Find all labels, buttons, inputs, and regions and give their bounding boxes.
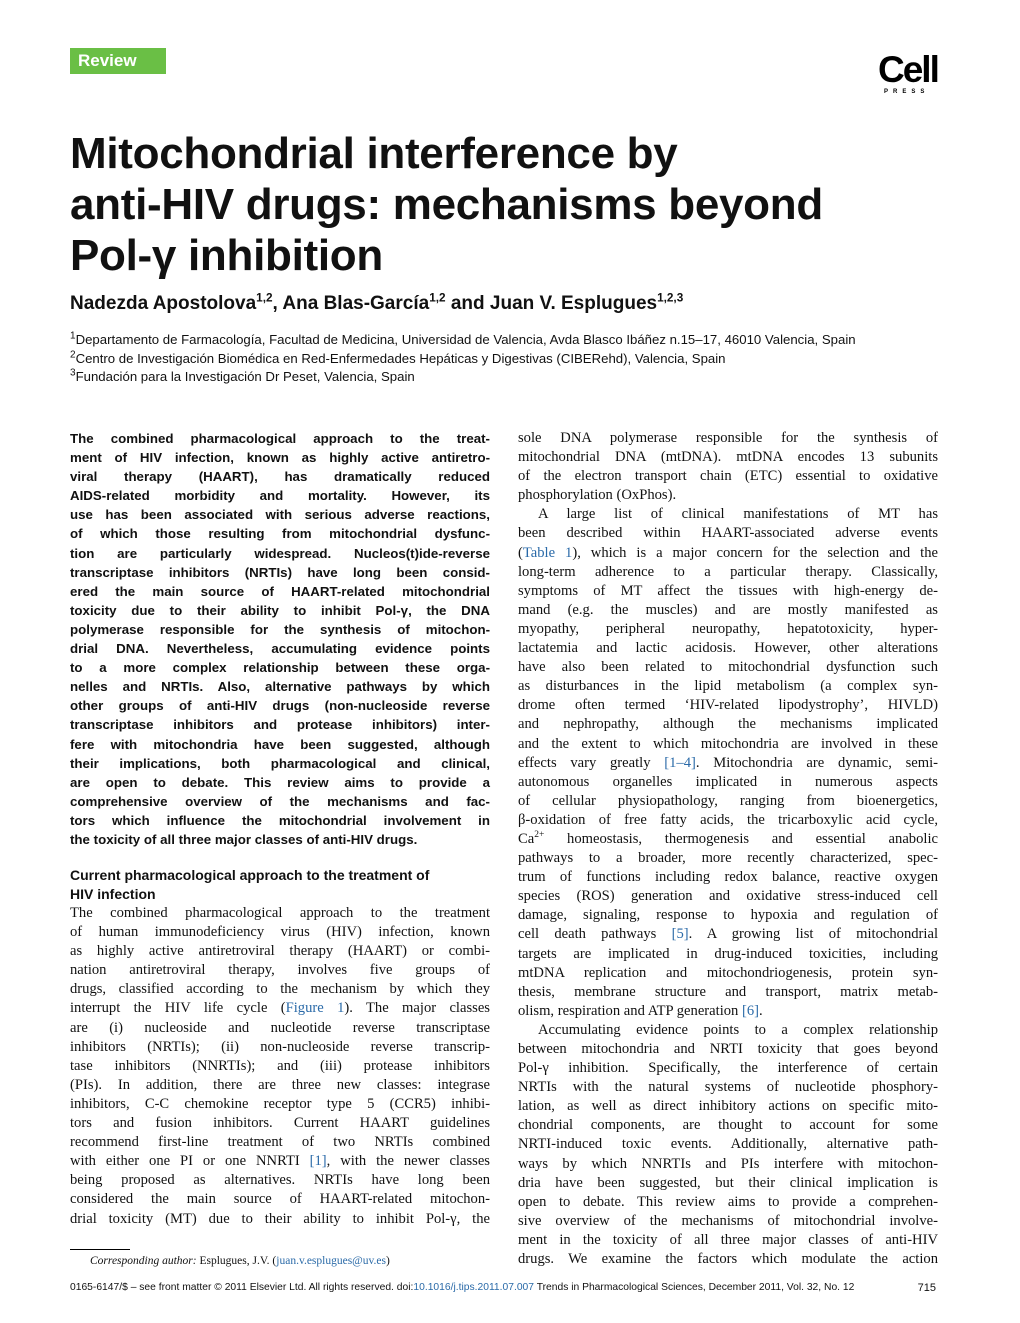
body-line: myopathy, peripheral neuropathy, hepatotoxicity, hyper- <box>518 620 938 637</box>
body-line: trum of functions including redox balance, reactive oxygen <box>518 869 938 886</box>
body-line: symptoms of MT affect the tissues with high-energy de- <box>518 582 938 599</box>
body-line: (Table 1), which is a major concern for the selection and the <box>518 544 938 561</box>
author-name: Nadezda Apostolova <box>70 293 257 314</box>
body-line: drugs. We examine the factors which modulate the action <box>518 1251 938 1268</box>
left-column-body <box>70 904 490 1229</box>
body-line: NRTIs with the natural systems of nucleotide phosphory- <box>518 1079 938 1096</box>
body-line: drugs, classified according to the mechanism by which they <box>70 981 490 998</box>
affiliation-number: 2 <box>70 349 76 361</box>
body-text: effects vary greatly <box>518 754 665 771</box>
abstract-line: use has been associated with serious adverse reactions, <box>70 507 490 523</box>
reference-link[interactable]: [5] <box>671 926 689 943</box>
author-name: Juan V. Esplugues <box>489 293 658 314</box>
footer-citation <box>70 1281 854 1295</box>
abstract-line: the toxicity of all three major classes of anti-HIV drugs. <box>70 831 418 847</box>
article-title <box>70 128 950 281</box>
body-line: inhibitors, C-C chemokine receptor type 5 (CCR5) inhibi- <box>70 1095 490 1112</box>
abstract-line: The combined pharmacological approach to the treat- <box>70 431 490 446</box>
cell-press-logo <box>878 50 940 96</box>
table-1-link[interactable]: Table 1 <box>522 544 573 561</box>
body-line: The combined pharmacological approach to the treatment <box>70 905 490 921</box>
abstract-line: nelles and NRTIs. Also, alternative pathways by which <box>70 679 490 695</box>
body-text: with either one PI or one NNRTI <box>70 1153 310 1170</box>
abstract-line: toxicity due to their ability to inhibit Pol-γ, the DNA <box>70 602 490 618</box>
body-line: sive overview of the mechanisms of mitochondrial involve- <box>518 1212 938 1229</box>
body-line: damage, signaling, response to hypoxia and regulation of <box>518 907 938 924</box>
body-line: nation antiretroviral therapy, involves five groups of <box>70 962 490 979</box>
abstract-line: of which those resulting from mitochondrial dysfunc- <box>70 526 490 542</box>
affiliation-number: 1 <box>70 330 76 342</box>
body-line: (PIs). In addition, there are three new classes: integrase <box>70 1076 490 1093</box>
logo-press: PRESS <box>884 89 930 95</box>
footer-journal: Trends in Pharmacological Sciences, December 2011, Vol. 32, No. 12 <box>534 1282 855 1293</box>
body-line: been described within HAART-associated adverse events <box>518 525 938 542</box>
body-line <box>518 754 938 773</box>
body-line: mand (e.g. the muscles) and are mostly manifested as <box>518 601 938 618</box>
section-heading-line: HIV infection <box>70 886 156 902</box>
footnote-name: Esplugues, J.V. ( <box>196 1255 277 1267</box>
body-line: pathways to a broader, more recently characterized, spec- <box>518 850 938 867</box>
reference-link[interactable]: [1] <box>309 1153 327 1170</box>
body-line: being proposed as alternatives. NRTIs have long been <box>70 1172 490 1189</box>
body-line: phosphorylation (OxPhos). <box>518 487 677 504</box>
body-line <box>70 1152 490 1171</box>
body-text: ), which is a major concern for the selection and the <box>572 544 938 561</box>
body-line: dria have been suggested, but their clinical implication is <box>518 1174 938 1191</box>
footnote-divider <box>70 1249 130 1250</box>
abstract-line: polymerase responsible for the synthesis of mitochon- <box>70 621 490 637</box>
body-text: cell death pathways <box>518 926 672 943</box>
abstract-line: viral therapy (HAART), has dramatically reduced <box>70 469 490 485</box>
body-line: lactatemia and lactic acidosis. However, other alterations <box>518 640 938 657</box>
abstract-line: ment of HIV infection, known as highly active antiretro- <box>70 450 490 466</box>
article-type-badge: Review <box>70 48 166 74</box>
abstract-line: their implications, both pharmacological and clinical, <box>70 755 490 771</box>
body-line: long-term adherence to a particular therapy. Classically, <box>518 563 938 580</box>
corresponding-author-footnote <box>90 1254 390 1268</box>
body-line: and the extent to which mitochondria are involved in these <box>518 735 938 752</box>
body-line: Pol-γ inhibition. Specifically, the interference of certain <box>518 1060 938 1077</box>
body-text: ). The major classes <box>344 1000 490 1017</box>
body-line: have also been related to mitochondrial dysfunction such <box>518 659 938 676</box>
title-line: Pol-γ inhibition <box>70 231 383 280</box>
abstract-line: transcriptase inhibitors (NRTIs) have long been consid- <box>70 564 490 580</box>
abstract-line: are open to debate. This review aims to provide a <box>70 774 490 790</box>
body-line <box>518 830 938 849</box>
body-line: considered the main source of HAART-related mitochon- <box>70 1191 490 1208</box>
right-column-body <box>518 429 938 1269</box>
page-number: 715 <box>917 1282 936 1294</box>
body-line: chondrial components, are thought to account for some <box>518 1117 938 1134</box>
body-line: are (i) nucleoside and nucleotide reverse transcriptase <box>70 1019 490 1036</box>
body-line: species (ROS) generation and oxidative stress-induced cell <box>518 888 938 905</box>
body-line: tase inhibitors (NNRTIs); and (iii) protease inhibitors <box>70 1057 490 1074</box>
body-text: olism, respiration and ATP generation <box>518 1002 742 1019</box>
affiliation-text: Fundación para la Investigación Dr Peset, Valencia, Spain <box>75 369 415 384</box>
author-affiliation-mark: 1,2,3 <box>657 291 684 305</box>
footnote-close: ) <box>385 1255 390 1267</box>
abstract-line: fere with mitochondria have been suggested, although <box>70 736 490 752</box>
body-line: between mitochondria and NRTI toxicity that goes beyond <box>518 1041 938 1057</box>
body-line: targets are implicated in drug-induced toxicities, including <box>518 945 938 962</box>
body-text: . <box>759 1002 763 1019</box>
body-line: ment in the toxicity of all three major classes of anti-HIV <box>518 1231 938 1248</box>
title-line: anti-HIV drugs: mechanisms beyond <box>70 180 823 229</box>
body-text: homeostasis, thermogenesis and essential anabolic <box>544 830 938 847</box>
body-line: sole DNA polymerase responsible for the synthesis of <box>518 430 938 446</box>
body-line: drome often termed ‘HIV-related lipodystrophy’, HIVLD) <box>518 697 938 714</box>
reference-link[interactable]: [1–4] <box>664 754 696 771</box>
body-line: mitochondrial DNA (mtDNA). mtDNA encodes 13 subunits <box>518 449 938 466</box>
abstract-line: AIDS-related morbidity and mortality. However, its <box>70 488 490 504</box>
abstract-line: tors which influence the mitochondrial involvement in <box>70 812 490 828</box>
body-text: Ca <box>518 830 535 847</box>
body-line: and nephropathy, although the mechanisms implicated <box>518 716 938 733</box>
body-line: A large list of clinical manifestations of MT has <box>538 506 938 523</box>
superscript: 2+ <box>534 830 545 841</box>
logo-word: Cell <box>878 49 938 90</box>
body-line: inhibitors (NRTIs); (ii) non-nucleoside reverse transcrip- <box>70 1038 490 1055</box>
body-line: as disturbances in the lipid metabolism (a complex syn- <box>518 678 938 695</box>
author-email-link[interactable]: juan.v.esplugues@uv.es <box>276 1255 386 1267</box>
body-line: mtDNA replication and mitochondriogenesis, protein syn- <box>518 964 938 981</box>
body-line <box>518 925 938 944</box>
body-line: ways by which NNRTIs and PIs interfere with mitochon- <box>518 1155 938 1172</box>
affiliation-number: 3 <box>70 367 76 379</box>
affiliation <box>70 368 950 387</box>
body-line: β-oxidation of free fatty acids, the tricarboxylic acid cycle, <box>518 811 938 828</box>
body-line: as highly active antiretroviral therapy (HAART) or combi- <box>70 943 490 960</box>
affiliation-text: Centro de Investigación Biomédica en Red-Enfermedades Hepáticas y Digestivas (CIBERehd), Valencia, Spain <box>75 350 726 366</box>
body-line: NRTI-induced toxic events. Additionally, alternative path- <box>518 1136 938 1153</box>
body-line: tors and fusion inhibitors. Current HAART guidelines <box>70 1115 490 1132</box>
body-line: recommend first-line treatment of two NRTIs combined <box>70 1134 490 1151</box>
body-text: , with the newer classes <box>326 1153 490 1170</box>
body-line: of human immunodeficiency virus (HIV) infection, known <box>70 924 490 941</box>
author-affiliation-mark: 1,2 <box>429 291 446 305</box>
author-separator: and <box>445 293 490 314</box>
abstract-line: ered the main source of HAART-related mitochondrial <box>70 583 490 599</box>
abstract-line: drial DNA. Nevertheless, accumulating evidence points <box>70 641 490 657</box>
title-line: Mitochondrial interference by <box>70 129 678 178</box>
abstract-line: to a more complex relationship between these orga- <box>70 660 490 676</box>
affiliation <box>70 331 950 350</box>
body-line: of the electron transport chain (ETC) essential to oxidative <box>518 468 938 485</box>
body-line: open to debate. This review aims to provide a comprehen- <box>518 1193 938 1210</box>
body-line: autonomous organelles implicated in numerous aspects <box>518 773 938 790</box>
section-heading-line: Current pharmacological approach to the treatment of <box>70 867 430 883</box>
body-line: Accumulating evidence points to a complex relationship <box>538 1021 938 1038</box>
affiliation-text: Departamento de Farmacología, Facultad de Medicina, Universidad de Valencia, Avda Blasco Ibáñez n.15–17, 46010 Valencia, Spain <box>75 332 856 347</box>
affiliation-list <box>70 331 950 387</box>
footnote-label: Corresponding author: <box>90 1255 197 1267</box>
affiliation <box>70 350 950 369</box>
body-line <box>518 1002 938 1021</box>
body-text: interrupt the HIV life cycle ( <box>70 1000 286 1017</box>
author-list <box>70 292 950 316</box>
abstract <box>70 429 490 849</box>
author-name: Ana Blas-García <box>282 293 430 314</box>
author-affiliation-mark: 1,2 <box>256 291 273 305</box>
abstract-line: comprehensive overview of the mechanisms and fac- <box>70 793 490 809</box>
body-line: of cellular physiopathology, ranging from bioenergetics, <box>518 792 938 809</box>
reference-link[interactable]: [6] <box>742 1002 760 1019</box>
section-heading <box>70 866 490 904</box>
author-separator: , <box>272 293 283 314</box>
footer-issn: 0165-6147/$ – see front matter © 2011 Elsevier Ltd. All rights reserved. doi: <box>70 1282 414 1293</box>
figure-1-link[interactable]: Figure 1 <box>285 1000 345 1017</box>
abstract-line: tion are particularly widespread. Nucleos(t)ide-reverse <box>70 545 490 561</box>
body-line: thesis, membrane structure and transport, matrix metab- <box>518 983 938 1000</box>
doi-link[interactable]: 10.1016/j.tips.2011.07.007 <box>413 1282 535 1293</box>
abstract-line: transcriptase inhibitors and protease inhibitors) inter- <box>70 717 490 733</box>
abstract-line: other groups of anti-HIV drugs (non-nucleoside reverse <box>70 698 490 714</box>
body-text: . Mitochondria are dynamic, semi- <box>695 754 938 771</box>
body-line: drial toxicity (MT) due to their ability to inhibit Pol-γ, the <box>70 1210 490 1227</box>
body-line <box>70 999 490 1018</box>
body-line: lation, as well as direct inhibitory actions on specific mito- <box>518 1098 938 1115</box>
body-text: . A growing list of mitochondrial <box>688 926 938 943</box>
